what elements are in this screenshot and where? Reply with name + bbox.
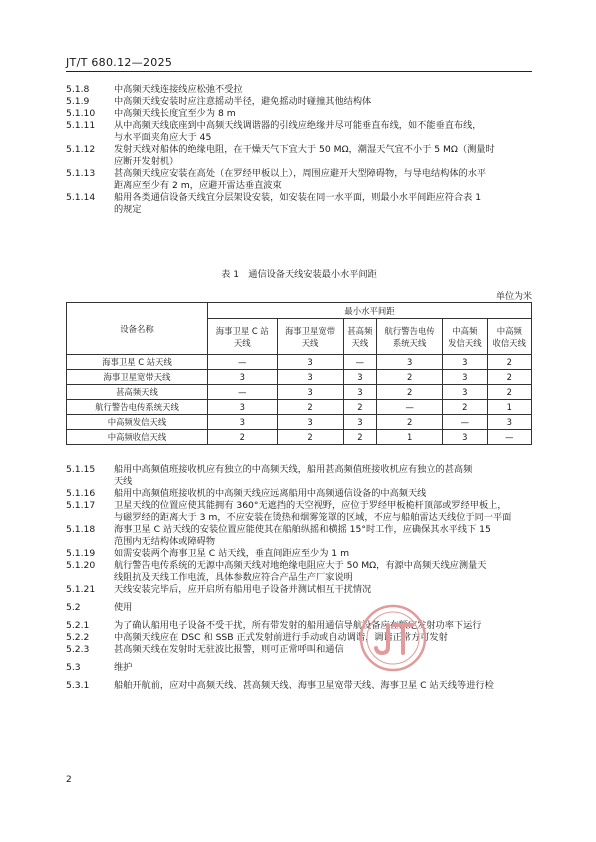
- text-line: [66, 156, 532, 168]
- clause-text: 使用: [114, 602, 133, 613]
- clause-number: 5.1.9: [66, 96, 90, 107]
- clause-text: 的规定: [114, 204, 142, 215]
- clause-number: 5.1.13: [66, 168, 96, 179]
- table-cell: —: [377, 400, 443, 415]
- table-column-header: [443, 319, 487, 355]
- clause-number: 5.2.2: [66, 632, 90, 643]
- clause-text: 甚高频天线在发射时无驻波比报警，则可正常呼叫和通信: [114, 644, 344, 655]
- clause-number: 5.2.1: [66, 620, 90, 631]
- clause-text: 航行警告电传系统的无源中高频天线对地绝缘电阻应大于 50 MΩ，有源中高频天线应测量天: [114, 560, 487, 571]
- table-column-header: [377, 319, 443, 355]
- clause-text: 从中高频天线底座到中高频天线调谐器的引线应绝缘并尽可能垂直布线，如不能垂直布线，: [114, 120, 482, 131]
- text-line: [66, 84, 532, 96]
- table-cell: —: [487, 430, 531, 445]
- clause-text: 线阻抗及天线工作电流，具体参数应符合产品生产厂家说明: [114, 572, 353, 583]
- table-cell: 2: [343, 430, 377, 445]
- clause-number: 5.1.8: [66, 84, 90, 95]
- row-equipment-name: 中高频发信天线: [67, 415, 208, 430]
- table-cell: 1: [377, 430, 443, 445]
- clause-number: 5.1.17: [66, 500, 96, 511]
- table-cell: 2: [377, 370, 443, 385]
- table-cell: 3: [343, 385, 377, 400]
- clause-text: 与磁罗经的距离大于 3 m，不应安装在烫热和烟雾笼罩的区域，不应与船舶雷达天线位于同一平面: [114, 512, 512, 523]
- text-line: [66, 96, 532, 108]
- clause-number: 5.1.16: [66, 488, 96, 499]
- column-header-line1: 海事卫星宽带: [284, 325, 336, 336]
- clauses-after-table: [66, 464, 532, 692]
- table-cell: 2: [277, 400, 343, 415]
- table-row: [67, 370, 532, 385]
- standard-code: JT/T 680.12—2025: [66, 56, 173, 69]
- column-header-line1: 甚高频: [347, 325, 373, 336]
- table-cell: 3: [277, 370, 343, 385]
- header-rule: [66, 71, 532, 72]
- table-corner-header: 设备名称: [67, 303, 208, 355]
- table-cell: 2: [208, 430, 278, 445]
- text-line: [66, 548, 532, 560]
- row-equipment-name: 海事卫星 C 站天线: [67, 355, 208, 370]
- clause-text: 如需安装两个海事卫星 C 站天线，垂直间距应至少为 1 m: [114, 548, 350, 559]
- jt-seal-stamp: [358, 603, 428, 673]
- table-cell: —: [343, 355, 377, 370]
- table-row: [67, 430, 532, 445]
- column-header-line1: 海事卫星 C 站: [215, 325, 269, 336]
- table-cell: 2: [377, 415, 443, 430]
- table-cell: —: [443, 415, 487, 430]
- row-equipment-name: 甚高频天线: [67, 385, 208, 400]
- table-cell: 3: [443, 370, 487, 385]
- clause-text: 船用各类通信设备天线宜分层架设安装，如安装在同一水平面，则最小水平间距应符合表 1: [114, 192, 482, 203]
- table-cell: 3: [208, 370, 278, 385]
- row-equipment-name: 中高频收信天线: [67, 430, 208, 445]
- clause-text: 应断开发射机）: [114, 156, 179, 167]
- page-number: 2: [66, 775, 72, 785]
- text-line: [66, 180, 532, 192]
- table-cell: —: [208, 385, 278, 400]
- text-line: [66, 144, 532, 156]
- column-header-line2: 天线: [233, 337, 251, 348]
- clause-number: 5.2.3: [66, 644, 90, 655]
- text-line: [66, 500, 532, 512]
- text-line: [66, 464, 532, 476]
- row-equipment-name: 海事卫星宽带天线: [67, 370, 208, 385]
- clause-text: 甚高频天线应安装在高处（在罗经甲板以上），周围应避开大型障碍物，与导电结构体的水平: [114, 168, 487, 179]
- clause-text: 中高频天线应在 DSC 和 SSB 正式发射前进行手动或自动调谐，调谐正常方可发射: [114, 632, 448, 643]
- table-cell: 3: [377, 355, 443, 370]
- clause-number: 5.1.10: [66, 108, 96, 119]
- text-line: [66, 644, 532, 656]
- table-cell: 2: [487, 370, 531, 385]
- column-header-line2: 天线: [351, 337, 369, 348]
- text-line: [66, 204, 532, 216]
- column-header-line2: 系统天线: [392, 337, 427, 348]
- column-header-line1: 中高频: [452, 325, 478, 336]
- text-line: [66, 680, 532, 692]
- table-cell: 2: [487, 385, 531, 400]
- table-row: [67, 415, 532, 430]
- clause-text: 发射天线对船体的绝缘电阻，在干燥天气下宜大于 50 MΩ，潮湿天气宜不小于 5 MΩ（测量时: [114, 144, 495, 155]
- table-cell: 2: [343, 400, 377, 415]
- text-line: [66, 168, 532, 180]
- text-line: [66, 512, 532, 524]
- clause-number: 5.1.15: [66, 464, 96, 475]
- clause-number: 5.1.12: [66, 144, 96, 155]
- clause-number: 5.1.19: [66, 548, 96, 559]
- text-line: [66, 108, 532, 120]
- table-column-header: [277, 319, 343, 355]
- text-line: [66, 120, 532, 132]
- clause-text: 范围内无结构体或障碍物: [114, 536, 216, 547]
- table-column-header: [208, 319, 278, 355]
- clause-number: 5.1.11: [66, 120, 96, 131]
- table-cell: —: [208, 355, 278, 370]
- clause-number: 5.1.14: [66, 192, 96, 203]
- column-header-line2: 天线: [301, 337, 319, 348]
- table-cell: 3: [487, 415, 531, 430]
- text-line: [66, 620, 532, 632]
- clause-number: 5.2: [66, 602, 81, 613]
- table-column-header: [343, 319, 377, 355]
- clause-text: 距离应至少有 2 m，应避开雷达垂直波束: [114, 180, 282, 191]
- text-line: [66, 572, 532, 584]
- table-cell: 2: [277, 430, 343, 445]
- column-header-line2: 收信天线: [492, 337, 527, 348]
- text-line: [66, 602, 532, 614]
- clause-number: 5.1.20: [66, 560, 96, 571]
- text-line: [66, 132, 532, 144]
- table-cell: 3: [343, 370, 377, 385]
- column-header-line2: 发信天线: [448, 337, 482, 348]
- table-cell: 3: [443, 355, 487, 370]
- clause-text: 船舶开航前，应对中高频天线、甚高频天线、海事卫星宽带天线、海事卫星 C 站天线等进行检: [114, 680, 494, 691]
- table-cell: 2: [377, 385, 443, 400]
- clause-text: 海事卫星 C 站天线的安装位置应能使其在船舶纵摇和横摇 15°时工作，应确保其水平线下 15: [114, 524, 491, 535]
- clause-text: 船用中高频值班接收机的中高频天线应远离船用中高频通信设备的中高频天线: [114, 488, 427, 499]
- table-cell: 3: [443, 430, 487, 445]
- text-line: [66, 524, 532, 536]
- table-row: [67, 400, 532, 415]
- clause-text: 中高频天线连接线应松弛不受拉: [114, 84, 243, 95]
- clause-number: 5.3.1: [66, 680, 90, 691]
- table-cell: 3: [277, 355, 343, 370]
- table-row: [67, 355, 532, 370]
- clause-text: 中高频天线长度宜至少为 8 m: [114, 108, 236, 119]
- clause-number: 5.1.21: [66, 584, 96, 595]
- table-cell: 3: [277, 415, 343, 430]
- clause-text: 船用中高频值班接收机应有独立的中高频天线，船用甚高频值班接收机应有独立的甚高频: [114, 464, 473, 475]
- clause-text: 卫星天线的位置应使其能拥有 360°无遮挡的天空视野，应位于罗经甲板桅杆顶部或罗经甲板上，: [114, 500, 507, 511]
- table-cell: 3: [277, 385, 343, 400]
- antenna-spacing-table: [66, 302, 532, 445]
- clause-text: 中高频天线安装时应注意摇动半径，避免摇动时碰撞其他结构体: [114, 96, 372, 107]
- table-row: [67, 385, 532, 400]
- text-line: [66, 536, 532, 548]
- table-column-header: [487, 319, 531, 355]
- table-cell: 3: [443, 385, 487, 400]
- column-header-line1: 中高频: [496, 325, 522, 336]
- table-cell: 2: [487, 355, 531, 370]
- text-line: [66, 476, 532, 488]
- clause-text: 为了确认船用电子设备不受干扰，所有带发射的船用通信导航设备应在额定发射功率下运行: [114, 620, 482, 631]
- clause-text: 天线: [114, 476, 133, 487]
- column-header-line1: 航行警告电传: [384, 325, 435, 336]
- text-line: [66, 584, 532, 596]
- text-line: [66, 192, 532, 204]
- clause-text: 与水平面夹角应大于 45: [114, 132, 212, 143]
- clause-text: 天线安装完毕后，应开启所有船用电子设备并测试相互干扰情况: [114, 584, 372, 595]
- text-line: [66, 560, 532, 572]
- table-cell: 3: [208, 400, 278, 415]
- table-title: 表 1 通信设备天线安装最小水平间距: [221, 269, 377, 280]
- row-equipment-name: 航行警告电传系统天线: [67, 400, 208, 415]
- clause-number: 5.1.18: [66, 524, 96, 535]
- table-cell: 3: [343, 415, 377, 430]
- table-cell: 1: [487, 400, 531, 415]
- text-line: [66, 632, 532, 644]
- text-line: [66, 662, 532, 674]
- table-group-header: 最小水平间距: [208, 303, 532, 319]
- text-line: [66, 488, 532, 500]
- clause-text: 维护: [114, 662, 133, 673]
- clause-number: 5.3: [66, 662, 81, 673]
- table-cell: 2: [443, 400, 487, 415]
- table-cell: 3: [208, 415, 278, 430]
- clauses-before-table: [66, 84, 532, 216]
- table-unit: 单位为米: [495, 292, 532, 302]
